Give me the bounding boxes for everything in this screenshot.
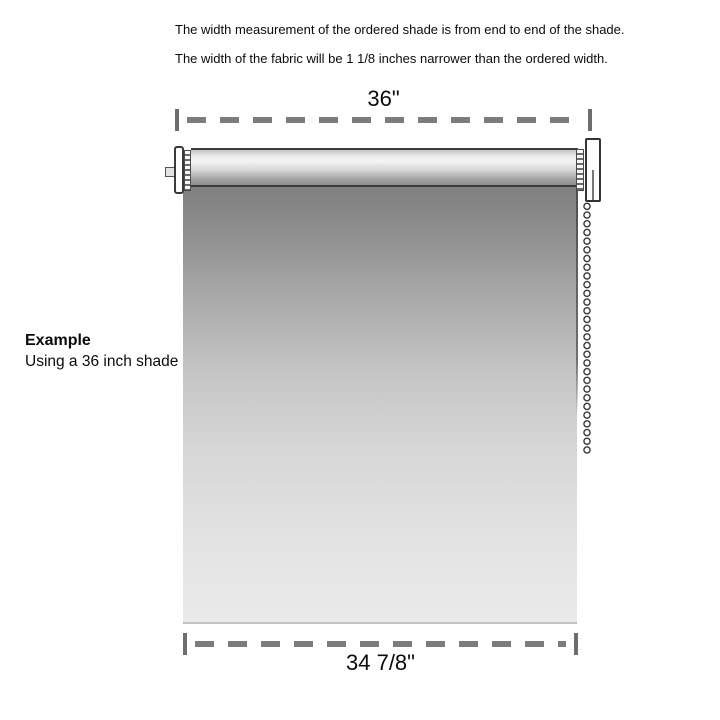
- instruction-line-2: The width of the fabric will be 1 1/8 inches narrower than the ordered width.: [175, 51, 608, 66]
- dimension-tick-left: [175, 109, 179, 131]
- example-title: Example: [25, 332, 91, 349]
- clutch-bracket-slot: [592, 170, 594, 200]
- dimension-dashes: [195, 641, 566, 647]
- left-end-ridges: [184, 150, 191, 191]
- ordered-width-dimension-line: [175, 109, 592, 131]
- dimension-tick-right: [588, 109, 592, 131]
- example-subtitle: Using a 36 inch shade: [25, 353, 179, 370]
- left-end-cap: [174, 146, 184, 194]
- dimension-dashes: [187, 117, 580, 123]
- roller-tube: [191, 148, 578, 187]
- right-end-ridges: [576, 149, 584, 191]
- ordered-width-label: 36": [367, 86, 400, 111]
- instruction-line-1: The width measurement of the ordered shade is from end to end of the shade.: [175, 22, 625, 37]
- fabric-width-label: 34 7/8": [346, 650, 415, 675]
- bead-chain: [579, 202, 595, 454]
- shade-fabric: [183, 185, 577, 624]
- fabric-edge-shadow: [576, 188, 578, 416]
